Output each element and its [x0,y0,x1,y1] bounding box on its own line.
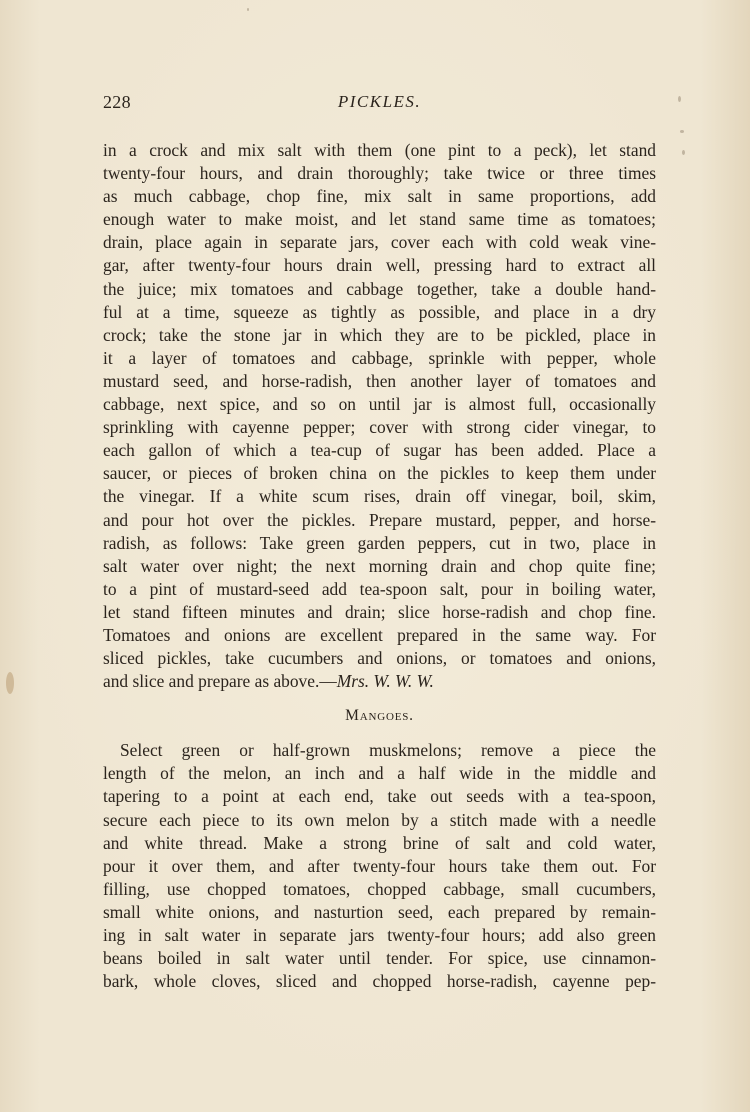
paper-speck [680,130,684,133]
page-number: 228 [103,92,131,112]
text-line: ing in salt water in separate jars twenty-four hours; add also green [103,925,656,945]
text-line: the vinegar. If a white scum rises, drain off vinegar, boil, skim, [103,486,656,507]
text-line: bark, whole cloves, sliced and chopped horse-radish, cayenne pep- [103,971,656,992]
text-line: Tomatoes and onions are excellent prepared in the same way. For [103,624,656,645]
text-line: let stand fifteen minutes and drain; slice horse-radish and chop fine. [103,601,656,622]
recipe-signature: Mrs. W. W. W. [336,671,434,692]
section-title: Mangoes. [345,707,414,725]
text-line: beans boiled in salt water until tender. For spice, use cinnamon- [103,948,656,969]
text-line: length of the melon, an inch and a half wide in the middle and [103,763,656,784]
text-line: twenty-four hours, and drain thoroughly; take twice or three times [103,163,656,184]
text-line: filling, use chopped tomatoes, chopped cabbage, small cucumbers, [103,878,656,899]
text-line: Select green or half-grown muskmelons; remove a piece the [120,740,656,761]
text-line-final [103,670,656,693]
text-line: mustard seed, and horse-radish, then another layer of tomatoes and [103,370,656,391]
text-line: to a pint of mustard-seed add tea-spoon salt, pour in boiling water, [103,578,656,599]
text-line: salt water over night; the next morning drain and chop quite fine; [103,555,656,576]
text-line: cabbage, next spice, and so on until jar is almost full, occasionally [103,394,656,415]
text-line: and pour hot over the pickles. Prepare mustard, pepper, and horse- [103,509,656,530]
text-line: drain, place again in separate jars, cover each with cold weak vine- [103,232,656,253]
text-line: crock; take the stone jar in which they are to be pickled, place in [103,324,656,345]
paper-speck [247,8,249,11]
text-line: the juice; mix tomatoes and cabbage together, take a double hand- [103,278,656,299]
text-line: saucer, or pieces of broken china on the pickles to keep them under [103,463,656,484]
text-line: gar, after twenty-four hours drain well, pressing hard to extract all [103,255,656,276]
text-line: ful at a time, squeeze as tightly as possible, and place in a dry [103,301,656,322]
text-line: radish, as follows: Take green garden peppers, cut in two, place in [103,532,656,553]
text-line: small white onions, and nasturtion seed, each prepared by remain- [103,901,656,922]
text-line: in a crock and mix salt with them (one pint to a peck), let stand [103,140,656,160]
paper-speck [678,96,681,102]
paragraph-pickle-recipe [103,139,656,693]
text-line: secure each piece to its own melon by a stitch made with a needle [103,809,656,830]
text-block [103,139,656,993]
text-line: enough water to make moist, and let stand same time as tomatoes; [103,209,656,230]
paper-speck [682,150,685,155]
text-line: pour it over them, and after twenty-four hours take them out. For [103,855,656,876]
running-title: PICKLES. [337,92,422,111]
running-head [103,92,656,116]
final-line-text: and slice and prepare as above.— [103,671,337,692]
text-line: tapering to a point at each end, take out seeds with a tea-spoon, [103,786,656,807]
text-line: sliced pickles, take cucumbers and onions, or tomatoes and onions, [103,648,656,669]
text-line: and white thread. Make a strong brine of salt and cold water, [103,832,656,853]
paragraph-mangoes-recipe [103,739,656,993]
text-line: each gallon of which a tea-cup of sugar has been added. Place a [103,440,656,461]
text-line: as much cabbage, chop fine, mix salt in same proportions, add [103,186,656,207]
text-line: sprinkling with cayenne pepper; cover with strong cider vinegar, to [103,417,656,438]
text-line: it a layer of tomatoes and cabbage, sprinkle with pepper, whole [103,347,656,368]
paper-speck [6,672,14,694]
